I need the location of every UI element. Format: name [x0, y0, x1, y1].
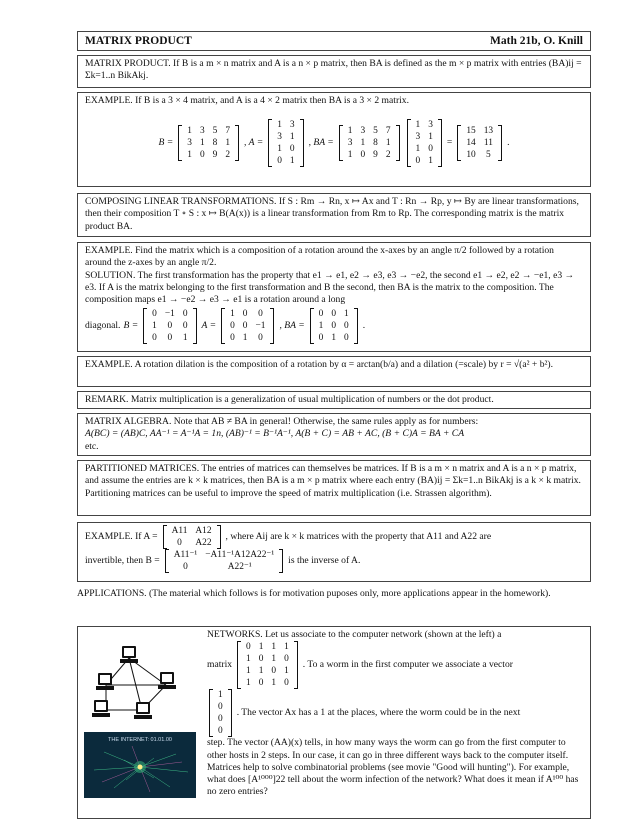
- matrix-cell: 0: [152, 309, 157, 320]
- matrix-cell: 1: [347, 126, 353, 137]
- matrix-b-repeat: [339, 125, 400, 161]
- networks-text4: step. The vector (AA)(x) tells, in how many ways the worm can go from the first computer to other hosts in 2 steps. In our case, it can go in three different ways back to the computer itself.: [207, 737, 569, 761]
- matrix-cell: 1: [284, 666, 289, 677]
- matrix-cell: 0: [199, 150, 205, 161]
- matrix-cell: A22: [195, 538, 212, 548]
- networks-text3: . The vector Ax has a 1 at the places, where the worm could be in the next: [236, 707, 521, 719]
- matrix-cell: 0: [218, 714, 223, 725]
- label-ba2: , BA =: [279, 320, 305, 332]
- matrix-ba2: [310, 308, 358, 344]
- matrix-a-repeat: [407, 119, 442, 167]
- matrix-cell: 3: [289, 120, 295, 131]
- matrix-cell: 3: [428, 120, 433, 131]
- matrix-cell: 1: [271, 642, 277, 653]
- matrix-cell: 3: [187, 138, 192, 149]
- internet-map-icon: [84, 732, 196, 798]
- matrix-cell: 1: [258, 666, 264, 677]
- matrix-cell: 0: [344, 333, 349, 344]
- matrix-cell: 1: [289, 156, 295, 167]
- example2-equation: [85, 308, 583, 344]
- example1-equation: [85, 119, 583, 167]
- label-b2: B =: [123, 320, 139, 332]
- matrix-cell: 1: [428, 132, 433, 143]
- example3-text: EXAMPLE. A rotation dilation is the composition of a rotation by α = arctan(b/a) and a dilation (=scale) by r = √(a² + b²).: [85, 359, 553, 370]
- matrix-cell: 5: [212, 126, 218, 137]
- example3-box: [77, 356, 591, 387]
- remark-text: REMARK. Matrix multiplication is a generalization of usual multiplication of numbers or the dot product.: [85, 394, 494, 405]
- matrix-cell: 8: [373, 138, 378, 149]
- matrix-cell: 5: [373, 126, 378, 137]
- matrix-cell: 1: [187, 126, 192, 137]
- matrix-cell: 0: [318, 333, 324, 344]
- matrix-cell: 9: [212, 150, 218, 161]
- matrix-cell: 0: [218, 702, 223, 713]
- example4-inv: invertible, then B =: [85, 554, 160, 566]
- matrix-cell: 0: [344, 321, 349, 332]
- matrix-cell: 1: [277, 144, 282, 155]
- matrix-a2: [221, 308, 274, 344]
- matrix-cell: 0: [218, 726, 223, 737]
- networks-text2: . To a worm in the first computer we associate a vector: [302, 659, 513, 671]
- matrix-cell: 0: [230, 333, 235, 344]
- partitioned-text: PARTITIONED MATRICES. The entries of matrices can themselves be matrices. If B is a m × n matrix and A is a n × p matrix, and assume the entries are k × k matrices, then BA is a m × p matrix where each entry (BA)ij = Σk=1..n BikAkj is a k × k matrix. Partitioning matrices can be useful to improve the speed of matrix multiplication (i.e. Strassen algorithm).: [85, 463, 581, 499]
- matrix-cell: 1: [360, 138, 366, 149]
- matrix-cell: 0: [258, 678, 264, 689]
- matrix-cell: 0: [246, 642, 251, 653]
- example4-line2: [85, 549, 583, 573]
- matrix-cell: A11: [171, 526, 188, 536]
- matrix-cell: 7: [225, 126, 230, 137]
- matrix-cell: 1: [344, 309, 349, 320]
- matrix-cell: 1: [242, 333, 248, 344]
- definition-box: [77, 55, 591, 88]
- matrix-cell: 7: [385, 126, 391, 137]
- matrix-cell: 1: [289, 132, 295, 143]
- equals-sign: =: [446, 137, 453, 149]
- matrix-cell: 1: [246, 654, 251, 665]
- algebra-text2: A(BC) = (AB)C, AA⁻¹ = A⁻¹A = 1n, (AB)⁻¹ = B⁻¹A⁻¹, A(B + C) = AB + AC, (B + C)A = BA + CA: [85, 428, 465, 440]
- matrix-cell: 0: [167, 333, 173, 344]
- internet-caption: THE INTERNET: 01.01.00: [108, 737, 172, 743]
- matrix-cell: 0: [318, 309, 324, 320]
- example4-mid: , where Aij are k × k matrices with the property that A11 and A22 are: [225, 530, 492, 542]
- adjacency-matrix: [237, 641, 298, 689]
- matrix-cell: 3: [415, 132, 421, 143]
- matrix-cell: −1: [164, 309, 175, 320]
- matrix-cell: 0: [258, 654, 264, 665]
- matrix-cell: 0: [277, 156, 282, 167]
- matrix-cell: 2: [385, 150, 391, 161]
- matrix-cell: −A11⁻¹A12A22⁻¹: [205, 550, 275, 560]
- matrix-cell: 3: [347, 138, 353, 149]
- matrix-cell: 0: [289, 144, 295, 155]
- label-a: , A =: [244, 137, 264, 149]
- matrix-cell: 1: [258, 642, 264, 653]
- matrix-cell: 3: [360, 126, 366, 137]
- matrix-cell: 1: [415, 144, 421, 155]
- example1-text: EXAMPLE. If B is a 3 × 4 matrix, and A is a 4 × 2 matrix then BA is a 3 × 2 matrix.: [85, 95, 409, 106]
- matrix-cell: 8: [212, 138, 218, 149]
- matrix-cell: 2: [225, 150, 230, 161]
- matrix-cell: 1: [271, 678, 277, 689]
- matrix-cell: 0: [182, 309, 188, 320]
- matrix-cell: 13: [483, 126, 494, 137]
- matrix-cell: 10: [466, 150, 476, 161]
- composing-box: [77, 193, 591, 237]
- definition-text: If B is a m × n matrix and A is a n × p matrix, then BA is defined as the m × p matrix with entries (BA)ij = Σk=1..n BikAkj.: [85, 58, 582, 82]
- matrix-cell: 0: [183, 562, 188, 572]
- matrix-cell: 1: [428, 156, 433, 167]
- definition-label: MATRIX PRODUCT.: [85, 58, 171, 69]
- matrix-cell: 0: [167, 321, 173, 332]
- example4-box: [77, 522, 591, 582]
- computer-network-icon: [84, 640, 196, 725]
- example1-box: [77, 92, 591, 187]
- matrix-cell: 0: [415, 156, 421, 167]
- matrix-cell: 1: [331, 333, 337, 344]
- internet-map-image: [84, 732, 196, 798]
- matrix-cell: 3: [277, 132, 282, 143]
- example4-line1: [85, 525, 583, 549]
- matrix-cell: 1: [246, 666, 251, 677]
- matrix-cell: 1: [182, 333, 188, 344]
- label-b: B =: [158, 137, 174, 149]
- matrix-cell: 0: [152, 333, 157, 344]
- matrix-cell: 1: [152, 321, 157, 332]
- matrix-cell: 1: [199, 138, 205, 149]
- matrix-cell: 9: [373, 150, 378, 161]
- matrix-cell: 14: [466, 138, 476, 149]
- matrix-cell: A11⁻¹: [173, 550, 198, 560]
- matrix-cell: 0: [428, 144, 433, 155]
- matrix-cell: 1: [271, 654, 277, 665]
- matrix-label: matrix: [207, 659, 233, 671]
- course-name: Math 21b, O. Knill: [490, 35, 583, 47]
- matrix-cell: 5: [486, 150, 491, 161]
- networks-matrix-row: [207, 641, 583, 689]
- algebra-box: [77, 413, 591, 456]
- page-title: MATRIX PRODUCT: [85, 35, 192, 47]
- networks-text5: Matrices help to solve combinatorial problems (see movie "Good will hunting"). For example, what does [A¹⁰⁰⁰]22 tell about the worm infection of the network? What does it mean if A¹⁰⁰ has no zero entries?: [207, 761, 579, 798]
- matrix-cell: 1: [415, 120, 421, 131]
- matrix-cell: 15: [466, 126, 476, 137]
- matrix-cell: 1: [230, 309, 235, 320]
- matrix-cell: 1: [347, 150, 353, 161]
- matrix-cell: −1: [255, 321, 266, 332]
- matrix-cell: 0: [242, 309, 248, 320]
- matrix-cell: 0: [331, 309, 337, 320]
- matrix-cell: 0: [284, 678, 289, 689]
- algebra-text3: etc.: [85, 440, 99, 452]
- matrix-cell: 0: [242, 321, 248, 332]
- matrix-cell: 1: [284, 642, 289, 653]
- matrix-ba: [457, 125, 502, 161]
- example2-text2: SOLUTION. The first transformation has the property that e1 → e1, e2 → e3, e3 → −e2, the second e1 → e2, e2 → −e1, e3 → e3. If A is the matrix belonging to the first transformation and B the second, then BA is the matrix to the composition. The composition maps e1 → −e2 → e3 → e1 is a rotation around a long: [85, 269, 575, 306]
- matrix-cell: 0: [258, 309, 263, 320]
- networks-content: [207, 629, 583, 799]
- matrix-a: [268, 119, 303, 167]
- matrix-b4: [165, 549, 283, 573]
- networks-text1: NETWORKS. Let us associate to the computer network (shown at the left) a: [207, 629, 502, 640]
- remark-box: [77, 391, 591, 409]
- matrix-cell: 0: [331, 321, 337, 332]
- matrix-cell: 0: [258, 333, 263, 344]
- matrix-cell: 0: [177, 538, 182, 548]
- matrix-cell: 1: [218, 690, 223, 701]
- matrix-cell: 1: [277, 120, 282, 131]
- example4-lead: EXAMPLE. If A =: [85, 530, 158, 542]
- matrix-cell: A12: [195, 526, 212, 536]
- period: .: [507, 137, 510, 149]
- partitioned-box: [77, 460, 591, 516]
- matrix-cell: 0: [284, 654, 289, 665]
- networks-vector-row: [207, 689, 583, 737]
- label-ba: , BA =: [308, 137, 334, 149]
- algebra-text1: MATRIX ALGEBRA. Note that AB ≠ BA in general! Otherwise, the same rules apply as for numbers:: [85, 416, 479, 427]
- matrix-b2: [143, 308, 196, 344]
- diagonal-label: diagonal.: [85, 320, 121, 332]
- matrix-cell: 0: [230, 321, 235, 332]
- matrix-cell: 11: [483, 138, 493, 149]
- matrix-a4: [163, 525, 221, 549]
- matrix-cell: 1: [246, 678, 251, 689]
- example4-tail: is the inverse of A.: [288, 554, 361, 566]
- matrix-cell: 0: [271, 666, 277, 677]
- header: [77, 31, 591, 51]
- example2-box: [77, 242, 591, 352]
- matrix-cell: 3: [199, 126, 205, 137]
- matrix-cell: 0: [182, 321, 188, 332]
- example2-text1: EXAMPLE. Find the matrix which is a composition of a rotation around the x-axes by an angle π/2 followed by a rotation around the z-axes by an angle π/2.: [85, 245, 554, 269]
- worm-vector: [209, 689, 232, 737]
- composing-text: COMPOSING LINEAR TRANSFORMATIONS. If S : Rm → Rn, x ↦ Ax and T : Rn → Rp, y ↦ By are linear transformations, then their composition T ∘ S : x ↦ B(A(x)) is a linear transformation from Rm to Rp. The corresponding matrix is the matrix product BA.: [85, 196, 579, 232]
- matrix-b: [178, 125, 239, 161]
- period2: .: [362, 320, 366, 332]
- matrix-cell: A22⁻¹: [227, 562, 252, 572]
- matrix-cell: 1: [385, 138, 391, 149]
- matrix-cell: 1: [187, 150, 192, 161]
- matrix-cell: 0: [360, 150, 366, 161]
- matrix-cell: 1: [225, 138, 230, 149]
- matrix-cell: 1: [318, 321, 324, 332]
- label-a2: A =: [201, 320, 217, 332]
- applications-text: APPLICATIONS. (The material which follows is for motivation puposes only, more applications appear in the homework).: [77, 588, 551, 599]
